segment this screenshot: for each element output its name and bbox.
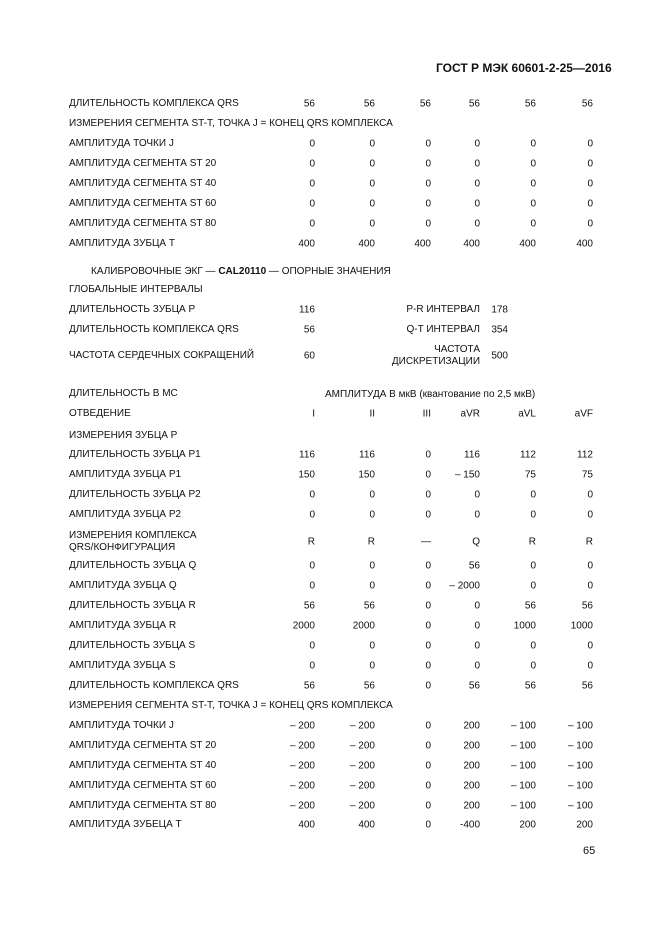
table-cell: 0: [425, 740, 431, 752]
row-label: ДЛИТЕЛЬНОСТЬ КОМПЛЕКСА QRS: [69, 98, 239, 109]
table-cell: 56: [419, 98, 431, 110]
global-intervals-title: ГЛОБАЛЬНЫЕ ИНТЕРВАЛЫ: [69, 284, 203, 295]
table-row: [0, 214, 661, 234]
table-cell: 0: [474, 218, 480, 230]
table-cell: R: [367, 536, 375, 548]
table-cell: 400: [298, 238, 315, 250]
row-label: ДЛИТЕЛЬНОСТЬ ЗУБЦА Р1: [69, 449, 201, 460]
lead-ii: II: [369, 408, 375, 420]
table-cell: 400: [576, 238, 593, 250]
table-row: [0, 696, 661, 716]
table-cell: 200: [463, 760, 480, 772]
table-cell: – 100: [567, 760, 593, 772]
table-row: [0, 736, 661, 756]
table-cell: – 100: [567, 740, 593, 752]
table-cell: 400: [414, 238, 431, 250]
table-cell: 75: [581, 469, 593, 481]
table-cell: 0: [309, 560, 315, 572]
table-cell: 56: [468, 680, 480, 692]
table-row: [0, 756, 661, 776]
table-cell: 0: [530, 660, 536, 672]
table-cell: 116: [299, 449, 315, 461]
row-label: ДЛИТЕЛЬНОСТЬ ЗУБЦА Q: [69, 560, 197, 571]
table-cell: 400: [463, 238, 480, 250]
lead-avf: aVF: [574, 408, 593, 420]
table-cell: 400: [519, 238, 536, 250]
table-row: [0, 796, 661, 816]
table-cell: 200: [576, 819, 593, 831]
table-cell: 200: [463, 800, 480, 812]
global-label2: P-R ИНТЕРВАЛ: [406, 304, 480, 315]
table-cell: 0: [309, 489, 315, 501]
amplitude-label: АМПЛИТУДА В мкВ (квантование по 2,5 мкВ): [325, 389, 536, 400]
table-row: [0, 114, 661, 134]
row-label: АМПЛИТУДА СЕГМЕНТА ST 60: [69, 780, 217, 791]
table-row: [0, 445, 661, 465]
table-cell: —: [421, 536, 431, 548]
table-cell: – 200: [289, 780, 315, 792]
table-cell: – 200: [349, 740, 375, 752]
table-cell: 0: [425, 469, 431, 481]
table-cell: 400: [298, 819, 315, 831]
table-row: [0, 776, 661, 796]
table-cell: 0: [530, 560, 536, 572]
table-cell: 0: [587, 138, 593, 150]
table-cell: 0: [309, 198, 315, 210]
table-cell: 0: [425, 489, 431, 501]
table-cell: 200: [463, 720, 480, 732]
table-cell: – 200: [289, 800, 315, 812]
lead-iii: III: [422, 408, 431, 420]
lead-avl: aVL: [518, 408, 536, 420]
global-row: [0, 344, 661, 368]
table-row: [0, 174, 661, 194]
table-cell: 200: [463, 780, 480, 792]
table-cell: 0: [425, 760, 431, 772]
table-cell: 0: [587, 509, 593, 521]
table-cell: 56: [468, 560, 480, 572]
table-cell: – 200: [289, 760, 315, 772]
table-cell: 200: [519, 819, 536, 831]
global-label2: [392, 344, 480, 368]
row-label: АМПЛИТУДА СЕГМЕНТА ST 20: [69, 158, 217, 169]
table-cell: 0: [425, 158, 431, 170]
table-row: [0, 815, 661, 835]
table-cell: 56: [468, 98, 480, 110]
table-cell: 0: [425, 178, 431, 190]
table-cell: 0: [530, 509, 536, 521]
table-cell: 0: [309, 580, 315, 592]
global-label: ДЛИТЕЛЬНОСТЬ ЗУБЦА Р: [69, 304, 196, 315]
table-cell: 0: [587, 178, 593, 190]
global-value: 56: [303, 324, 315, 336]
table-cell: 0: [425, 720, 431, 732]
table-cell: 112: [520, 449, 536, 461]
lead-header-row: [0, 404, 661, 424]
table-cell: -400: [459, 819, 480, 831]
table-cell: 56: [363, 680, 375, 692]
lead-i: I: [312, 408, 315, 420]
table-cell: 116: [359, 449, 375, 461]
row-label: АМПЛИТУДА ЗУБЦА Р1: [69, 469, 182, 480]
table-cell: 0: [425, 660, 431, 672]
table-cell: 0: [369, 489, 375, 501]
row-label: АМПЛИТУДА ЗУБЦА Т: [69, 238, 175, 249]
table-cell: R: [307, 536, 315, 548]
table-cell: 56: [303, 680, 315, 692]
table-cell: 150: [298, 469, 315, 481]
table-cell: – 200: [349, 800, 375, 812]
table-cell: 0: [369, 198, 375, 210]
table-cell: – 100: [510, 800, 536, 812]
table-cell: 0: [530, 218, 536, 230]
table-cell: 0: [369, 560, 375, 572]
table-row: [0, 636, 661, 656]
table-cell: 0: [309, 138, 315, 150]
row-label-line2: QRS/КОНФИГУРАЦИЯ: [69, 542, 176, 553]
table-cell: Q: [472, 536, 480, 548]
table-cell: – 2000: [449, 580, 480, 592]
table-row: [0, 426, 661, 446]
global-value: 60: [303, 350, 315, 362]
table-row: [0, 528, 661, 556]
table-cell: 0: [369, 138, 375, 150]
global-label2: Q-T ИНТЕРВАЛ: [406, 324, 480, 335]
row-label: АМПЛИТУДА ЗУБЦА Q: [69, 580, 177, 591]
table-cell: – 100: [510, 760, 536, 772]
table-cell: 0: [530, 489, 536, 501]
table-cell: 112: [577, 449, 593, 461]
table-cell: 56: [363, 600, 375, 612]
row-label: АМПЛИТУДА ЗУБЕЦА Т: [69, 819, 182, 830]
table-cell: 0: [309, 178, 315, 190]
table-cell: – 100: [567, 780, 593, 792]
table-cell: 400: [358, 819, 375, 831]
table-cell: 0: [474, 138, 480, 150]
table-cell: 75: [524, 469, 536, 481]
table-cell: 56: [363, 98, 375, 110]
table-cell: 0: [425, 218, 431, 230]
table-cell: 56: [581, 680, 593, 692]
calibration-title: [91, 266, 391, 277]
table-cell: 0: [425, 138, 431, 150]
table-cell: – 100: [510, 720, 536, 732]
table-cell: 0: [530, 580, 536, 592]
table-cell: 56: [524, 680, 536, 692]
table-row: [0, 94, 661, 114]
table-cell: 150: [358, 469, 375, 481]
table-cell: 0: [474, 660, 480, 672]
table-cell: 0: [425, 449, 431, 461]
table-cell: 0: [425, 600, 431, 612]
global-value2: 500: [491, 350, 508, 362]
row-label: АМПЛИТУДА СЕГМЕНТА ST 60: [69, 198, 217, 209]
table-cell: 0: [425, 509, 431, 521]
row-label: ДЛИТЕЛЬНОСТЬ КОМПЛЕКСА QRS: [69, 680, 239, 691]
table-cell: 0: [425, 620, 431, 632]
global-label2-line2: ДИСКРЕТИЗАЦИИ: [391, 356, 480, 367]
table-cell: 0: [309, 660, 315, 672]
row-label: ИЗМЕРЕНИЯ СЕГМЕНТА ST-T, ТОЧКА J = КОНЕЦ QRS КОМПЛЕКСА: [69, 118, 393, 129]
global-value2: 354: [491, 324, 508, 336]
table-cell: – 100: [510, 780, 536, 792]
table-cell: 0: [587, 660, 593, 672]
table-cell: 0: [369, 640, 375, 652]
global-value: 116: [299, 304, 315, 316]
table-cell: 0: [474, 178, 480, 190]
table-cell: 1000: [513, 620, 536, 632]
table-cell: 0: [587, 580, 593, 592]
table-cell: 0: [369, 158, 375, 170]
table-cell: R: [528, 536, 536, 548]
table-cell: 0: [587, 158, 593, 170]
row-label: АМПЛИТУДА СЕГМЕНТА ST 80: [69, 218, 217, 229]
table-cell: 0: [587, 218, 593, 230]
table-cell: 0: [530, 198, 536, 210]
table-cell: 0: [530, 158, 536, 170]
row-label: АМПЛИТУДА СЕГМЕНТА ST 80: [69, 800, 217, 811]
table-cell: 0: [474, 489, 480, 501]
table-cell: 0: [425, 780, 431, 792]
table-cell: – 200: [349, 780, 375, 792]
table-cell: 0: [425, 198, 431, 210]
table-cell: 0: [425, 580, 431, 592]
row-label-line1: ИЗМЕРЕНИЯ КОМПЛЕКСА: [69, 530, 197, 541]
table-cell: – 100: [567, 720, 593, 732]
row-label: АМПЛИТУДА СЕГМЕНТА ST 40: [69, 178, 217, 189]
table-cell: – 200: [349, 760, 375, 772]
row-label: АМПЛИТУДА СЕГМЕНТА ST 20: [69, 740, 217, 751]
global-value2: 178: [491, 304, 508, 316]
table-row: [0, 465, 661, 485]
table-cell: – 150: [454, 469, 480, 481]
table-cell: 200: [463, 740, 480, 752]
table-cell: 0: [425, 819, 431, 831]
calibration-code: CAL20110: [218, 266, 267, 277]
row-label: АМПЛИТУДА ТОЧКИ J: [69, 720, 174, 731]
global-row: [0, 320, 661, 340]
table-cell: 56: [303, 600, 315, 612]
table-row: [0, 576, 661, 596]
table-cell: 1000: [570, 620, 593, 632]
calibration-title-prefix: КАЛИБРОВОЧНЫЕ ЭКГ —: [91, 266, 219, 277]
table-cell: 0: [369, 178, 375, 190]
row-label: ДЛИТЕЛЬНОСТЬ ЗУБЦА S: [69, 640, 196, 651]
calibration-title-suffix: — ОПОРНЫЕ ЗНАЧЕНИЯ: [266, 266, 391, 277]
table-row: [0, 676, 661, 696]
table-cell: 0: [474, 509, 480, 521]
table-row: [0, 194, 661, 214]
table-cell: 56: [303, 98, 315, 110]
table-cell: 2000: [292, 620, 315, 632]
row-label: ИЗМЕРЕНИЯ ЗУБЦА Р: [69, 430, 178, 441]
row-label: АМПЛИТУДА ЗУБЦА S: [69, 660, 176, 671]
row-label: [69, 530, 197, 554]
table-cell: 0: [309, 640, 315, 652]
page-number: 65: [583, 845, 596, 857]
table-cell: 0: [474, 158, 480, 170]
table-row: [0, 505, 661, 525]
table-cell: 56: [581, 600, 593, 612]
table-cell: 2000: [352, 620, 375, 632]
table-cell: 0: [474, 620, 480, 632]
document-header: ГОСТ Р МЭК 60601-2-25—2016: [436, 61, 612, 75]
table-cell: 0: [369, 509, 375, 521]
global-label: ЧАСТОТА СЕРДЕЧНЫХ СОКРАЩЕНИЙ: [69, 350, 255, 361]
global-label2-line1: ЧАСТОТА: [434, 344, 480, 355]
lead-avr: aVR: [460, 408, 480, 420]
table-cell: – 100: [567, 800, 593, 812]
table-cell: 0: [425, 640, 431, 652]
row-label: АМПЛИТУДА СЕГМЕНТА ST 40: [69, 760, 217, 771]
global-row: [0, 300, 661, 320]
table-cell: – 100: [510, 740, 536, 752]
row-label: ДЛИТЕЛЬНОСТЬ ЗУБЦА Р2: [69, 489, 201, 500]
table-row: [0, 154, 661, 174]
table-row: [0, 134, 661, 154]
global-label: ДЛИТЕЛЬНОСТЬ КОМПЛЕКСА QRS: [69, 324, 239, 335]
table-cell: 0: [474, 198, 480, 210]
table-cell: 0: [425, 560, 431, 572]
table-cell: 0: [587, 198, 593, 210]
table-cell: 0: [530, 640, 536, 652]
table-cell: 400: [358, 238, 375, 250]
table-cell: 0: [474, 600, 480, 612]
table-cell: 0: [587, 560, 593, 572]
table-cell: 0: [425, 680, 431, 692]
table-cell: 0: [309, 218, 315, 230]
table-cell: 0: [530, 138, 536, 150]
table-cell: 56: [524, 600, 536, 612]
table-row: [0, 485, 661, 505]
table-cell: 0: [369, 660, 375, 672]
row-label: ДЛИТЕЛЬНОСТЬ ЗУБЦА R: [69, 600, 196, 611]
table-cell: – 200: [289, 720, 315, 732]
table-row: [0, 234, 661, 254]
table-row: [0, 616, 661, 636]
table-cell: 116: [464, 449, 480, 461]
lead-header-label: ОТВЕДЕНИЕ: [69, 408, 131, 419]
table-row: [0, 716, 661, 736]
table-cell: – 200: [289, 740, 315, 752]
table-cell: 0: [530, 178, 536, 190]
row-label: АМПЛИТУДА ТОЧКИ J: [69, 138, 174, 149]
table-cell: 0: [474, 640, 480, 652]
table-cell: 56: [524, 98, 536, 110]
table-row: [0, 596, 661, 616]
table-cell: 56: [581, 98, 593, 110]
table-cell: – 200: [349, 720, 375, 732]
duration-label: ДЛИТЕЛЬНОСТЬ В МС: [69, 388, 178, 399]
row-label: АМПЛИТУДА ЗУБЦА R: [69, 620, 177, 631]
table-cell: 0: [309, 158, 315, 170]
table-cell: 0: [587, 640, 593, 652]
table-cell: 0: [587, 489, 593, 501]
table-cell: 0: [369, 580, 375, 592]
row-label: АМПЛИТУДА ЗУБЦА Р2: [69, 509, 182, 520]
table-cell: 0: [369, 218, 375, 230]
global-intervals-title-row: [0, 280, 661, 300]
table-cell: 0: [425, 800, 431, 812]
row-label: ИЗМЕРЕНИЯ СЕГМЕНТА ST-T, ТОЧКА J = КОНЕЦ QRS КОМПЛЕКСА: [69, 700, 393, 711]
table-cell: 0: [309, 509, 315, 521]
table-cell: R: [585, 536, 593, 548]
table-row: [0, 556, 661, 576]
table-row: [0, 656, 661, 676]
